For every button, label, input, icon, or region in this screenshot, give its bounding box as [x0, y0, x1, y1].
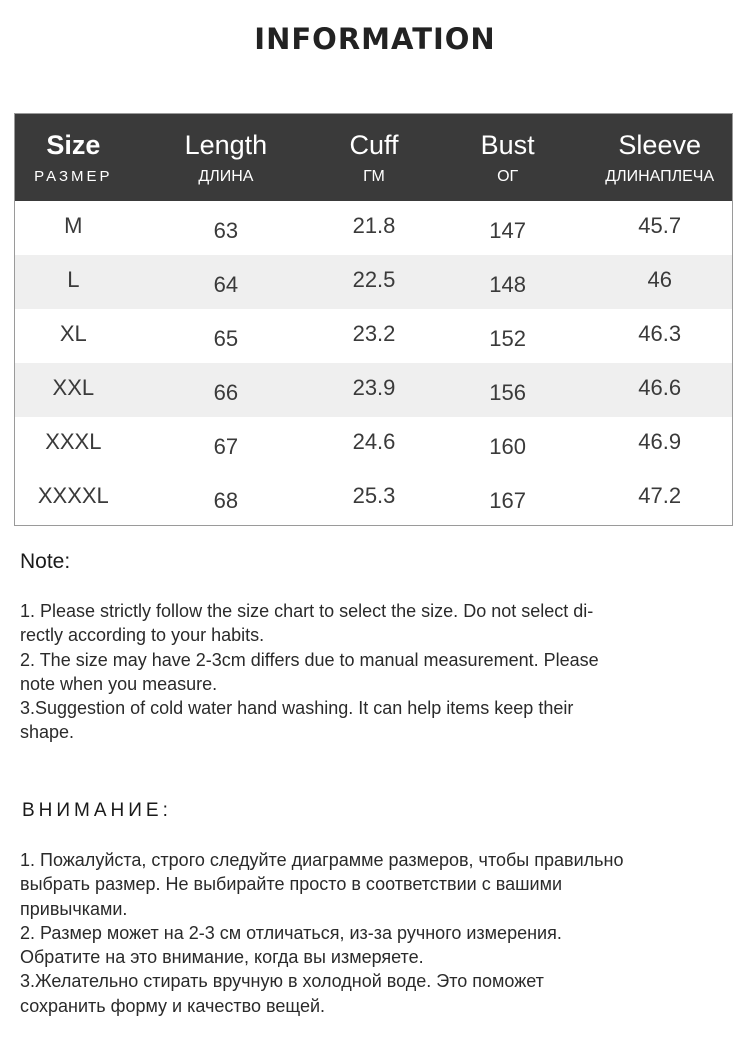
cell-size: XXXXL	[37, 483, 109, 508]
header-size	[15, 114, 132, 201]
attention-heading: ВНИМАНИЕ:	[22, 800, 172, 821]
cell-size: XL	[59, 321, 87, 346]
cell-bust: 156	[489, 380, 526, 405]
cell-bust: 152	[489, 326, 526, 351]
header-length-label: Length	[184, 129, 268, 160]
header-size-label-ru: РАЗМЕР	[34, 167, 113, 185]
cell-sleeve: 46.3	[638, 321, 682, 346]
cell-length: 66	[213, 380, 239, 405]
table-row	[15, 363, 732, 417]
cell-bust: 147	[489, 218, 526, 243]
header-size-label: Size	[46, 129, 101, 160]
header-length	[132, 114, 320, 201]
table-row	[15, 471, 732, 525]
cell-size: M	[64, 213, 83, 238]
note-line: rectly according to your habits.	[20, 625, 265, 646]
cell-length: 65	[213, 326, 239, 351]
attention-line: выбрать размер. Не выбирайте просто в соответствии с вашими	[20, 874, 563, 895]
attention-line: сохранить форму и качество вещей.	[20, 995, 326, 1016]
attention-line: 3.Желательно стирать вручную в холодной воде. Это поможет	[20, 971, 544, 992]
cell-sleeve: 47.2	[638, 483, 682, 508]
note-line: 3.Suggestion of cold water hand washing. It can help items keep their	[20, 698, 574, 719]
table-row	[15, 255, 732, 309]
attention-line: 2. Размер может на 2-3 см отличаться, из-за ручного измерения.	[20, 922, 562, 943]
cell-bust: 148	[489, 272, 526, 297]
cell-sleeve: 46	[647, 267, 672, 292]
note-heading: Note:	[20, 550, 71, 573]
attention-line: Обратите на это внимание, когда вы измеряете.	[20, 947, 424, 968]
cell-length: 64	[213, 272, 239, 297]
cell-cuff: 23.2	[352, 321, 396, 346]
cell-sleeve: 46.9	[638, 429, 682, 454]
header-cuff	[320, 114, 428, 201]
note-line: shape.	[20, 722, 75, 743]
header-bust-label: Bust	[480, 129, 535, 160]
table-row	[15, 309, 732, 363]
header-bust	[428, 114, 588, 201]
cell-length: 68	[213, 488, 239, 513]
header-length-label-ru: ДЛИНА	[198, 167, 254, 185]
cell-cuff: 22.5	[352, 267, 396, 292]
cell-sleeve: 45.7	[638, 213, 682, 238]
size-chart-table	[14, 113, 733, 526]
table-row	[15, 417, 732, 471]
cell-size: XXXL	[45, 429, 102, 454]
attention-line: 1. Пожалуйста, строго следуйте диаграмме размеров, чтобы правильно	[20, 850, 624, 870]
header-cuff-label: Cuff	[349, 129, 399, 160]
table-row	[15, 201, 732, 255]
header-sleeve-label: Sleeve	[618, 129, 701, 160]
cell-cuff: 24.6	[352, 429, 396, 454]
header-cuff-label-ru: ГМ	[363, 167, 385, 185]
cell-size: XXL	[52, 375, 95, 400]
table-header-row	[15, 114, 732, 201]
attention-body	[20, 848, 725, 1018]
cell-bust: 167	[489, 488, 526, 513]
cell-cuff: 23.9	[352, 375, 396, 400]
cell-cuff: 21.8	[352, 213, 396, 238]
header-sleeve	[587, 114, 732, 201]
cell-size: L	[67, 267, 80, 292]
attention-line: привычками.	[20, 898, 128, 919]
header-bust-label-ru: ОГ	[497, 167, 519, 185]
note-line: note when you measure.	[20, 673, 218, 694]
cell-bust: 160	[489, 434, 526, 459]
note-line: 1. Please strictly follow the size chart to select the size. Do not select di-	[20, 601, 594, 621]
cell-length: 63	[213, 218, 239, 243]
header-sleeve-label-ru: ДЛИНАПЛЕЧА	[605, 167, 715, 185]
cell-length: 67	[213, 434, 239, 459]
page-title: INFORMATION	[254, 22, 496, 56]
note-line: 2. The size may have 2-3cm differs due to manual measurement. Please	[20, 649, 599, 670]
cell-cuff: 25.3	[352, 483, 396, 508]
note-body	[20, 599, 720, 745]
cell-sleeve: 46.6	[638, 375, 682, 400]
